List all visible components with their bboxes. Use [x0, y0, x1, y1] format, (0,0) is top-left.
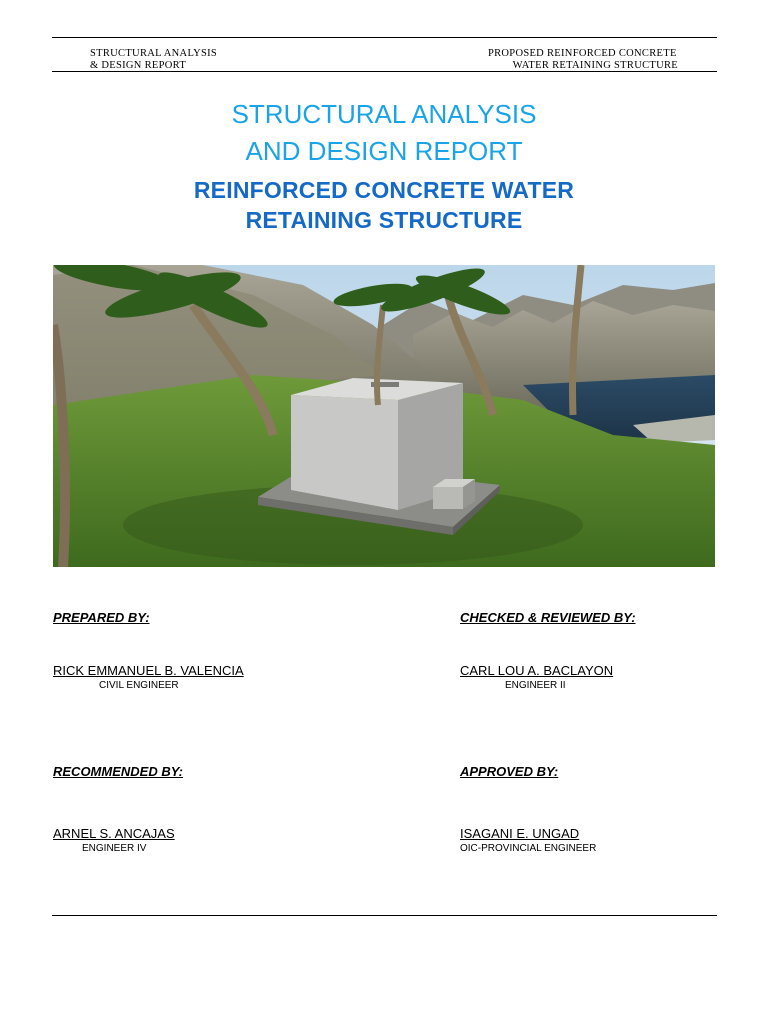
report-subtitle-line2: RETAINING STRUCTURE [245, 207, 523, 233]
prepared-by-label: PREPARED BY: [53, 610, 150, 625]
approved-by-title: OIC-PROVINCIAL ENGINEER [460, 843, 597, 854]
structure-render-image [53, 265, 715, 567]
checked-reviewed-by-label: CHECKED & REVIEWED BY: [460, 610, 636, 625]
recommended-by-name: ARNEL S. ANCAJAS [53, 826, 175, 841]
header-top-rule [52, 37, 717, 38]
prepared-by-name: RICK EMMANUEL B. VALENCIA [53, 663, 244, 678]
header-right-line2: WATER RETAINING STRUCTURE [512, 59, 678, 71]
header-bottom-rule [52, 71, 717, 72]
checked-reviewed-by-name: CARL LOU A. BACLAYON [460, 663, 614, 678]
report-subtitle-line1: REINFORCED CONCRETE WATER [193, 177, 575, 203]
report-title-line2: AND DESIGN REPORT [245, 136, 523, 166]
header-left-line2: & DESIGN REPORT [90, 59, 187, 71]
recommended-by-label: RECOMMENDED BY: [53, 764, 184, 779]
report-title [0, 98, 768, 168]
header-left-line1: STRUCTURAL ANALYSIS [90, 48, 218, 59]
header-right [487, 48, 678, 71]
header-right-line1: PROPOSED REINFORCED CONCRETE [487, 48, 677, 59]
footer-rule [52, 915, 717, 916]
checked-reviewed-by-title: ENGINEER II [505, 680, 566, 691]
recommended-by-title: ENGINEER IV [82, 843, 147, 854]
prepared-by-title: CIVIL ENGINEER [99, 680, 179, 691]
approved-by-name: ISAGANI E. UNGAD [460, 826, 580, 841]
report-subtitle [0, 175, 768, 235]
approved-by-label: APPROVED BY: [460, 764, 559, 779]
report-title-line1: STRUCTURAL ANALYSIS [231, 99, 537, 129]
header-left [90, 48, 217, 71]
